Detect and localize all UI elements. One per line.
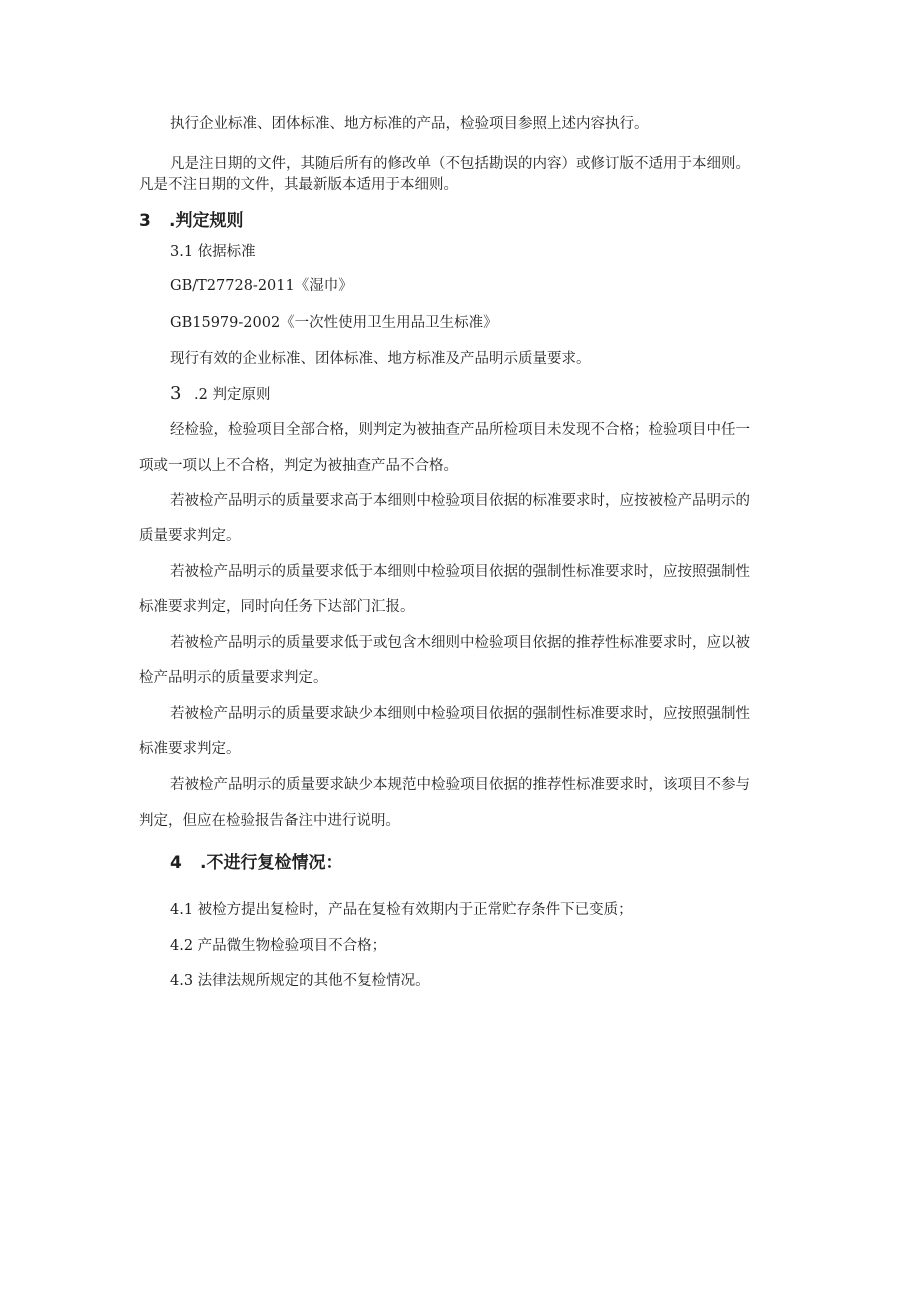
paragraph: 项或一项以上不合格，判定为被抽查产品不合格。 (139, 458, 458, 474)
paragraph: 质量要求判定。 (139, 528, 241, 544)
paragraph: 执行企业标准、团体标准、地方标准的产品，检验项目参照上述内容执行。 (170, 116, 649, 132)
paragraph: 若被检产品明示的质量要求低于或包含木细则中检验项目依据的推荐性标准要求时，应以被 (170, 635, 750, 651)
section-number: 3 (139, 211, 151, 231)
paragraph: 若被检产品明示的质量要求缺少本细则中检验项目依据的强制性标准要求时，应按照强制性 (170, 706, 750, 722)
subsection-title (170, 384, 270, 405)
subsection-title: 3.1 依据标准 (170, 244, 256, 260)
section-heading-3 (139, 210, 243, 232)
paragraph: 若被检产品明示的质量要求缺少本规范中检验项目依据的推荐性标准要求时，该项目不参与 (170, 777, 750, 793)
paragraph: 经检验，检验项目全部合格，则判定为被抽查产品所检项目未发现不合格；检验项目中任一 (170, 422, 750, 438)
section-title: .不进行复检情况： (200, 853, 343, 873)
paragraph: 检产品明示的质量要求判定。 (139, 670, 328, 686)
standard-reference: GB15979-2002《一次性使用卫生用品卫生标准》 (170, 315, 498, 331)
list-item: 4.2 产品微生物检验项目不合格； (170, 938, 387, 954)
paragraph: 标准要求判定。 (139, 741, 241, 757)
subsection-number: 3 (170, 383, 182, 404)
paragraph: 标准要求判定，同时向任务下达部门汇报。 (139, 599, 415, 615)
paragraph: 凡是不注日期的文件，其最新版本适用于本细则。 (139, 177, 458, 193)
paragraph: 凡是注日期的文件，其随后所有的修改单（不包括勘误的内容）或修订版不适用于本细则。 (170, 156, 750, 172)
section-number: 4 (170, 853, 182, 873)
list-item: 4.1 被检方提出复检时，产品在复检有效期内于正常贮存条件下已变质； (170, 902, 633, 918)
paragraph: 现行有效的企业标准、团体标准、地方标准及产品明示质量要求。 (170, 351, 591, 367)
section-title: .判定规则 (169, 211, 244, 231)
paragraph: 判定，但应在检验报告备注中进行说明。 (139, 813, 400, 829)
list-item: 4.3 法律法规所规定的其他不复检情况。 (170, 973, 430, 989)
standard-reference: GB/T27728-2011《湿巾》 (170, 278, 353, 294)
paragraph: 若被检产品明示的质量要求高于本细则中检验项目依据的标准要求时，应按被检产品明示的 (170, 493, 750, 509)
paragraph: 若被检产品明示的质量要求低于本细则中检验项目依据的强制性标准要求时，应按照强制性 (170, 564, 750, 580)
section-heading-4 (170, 852, 342, 874)
subsection-label: .2 判定原则 (194, 387, 271, 403)
